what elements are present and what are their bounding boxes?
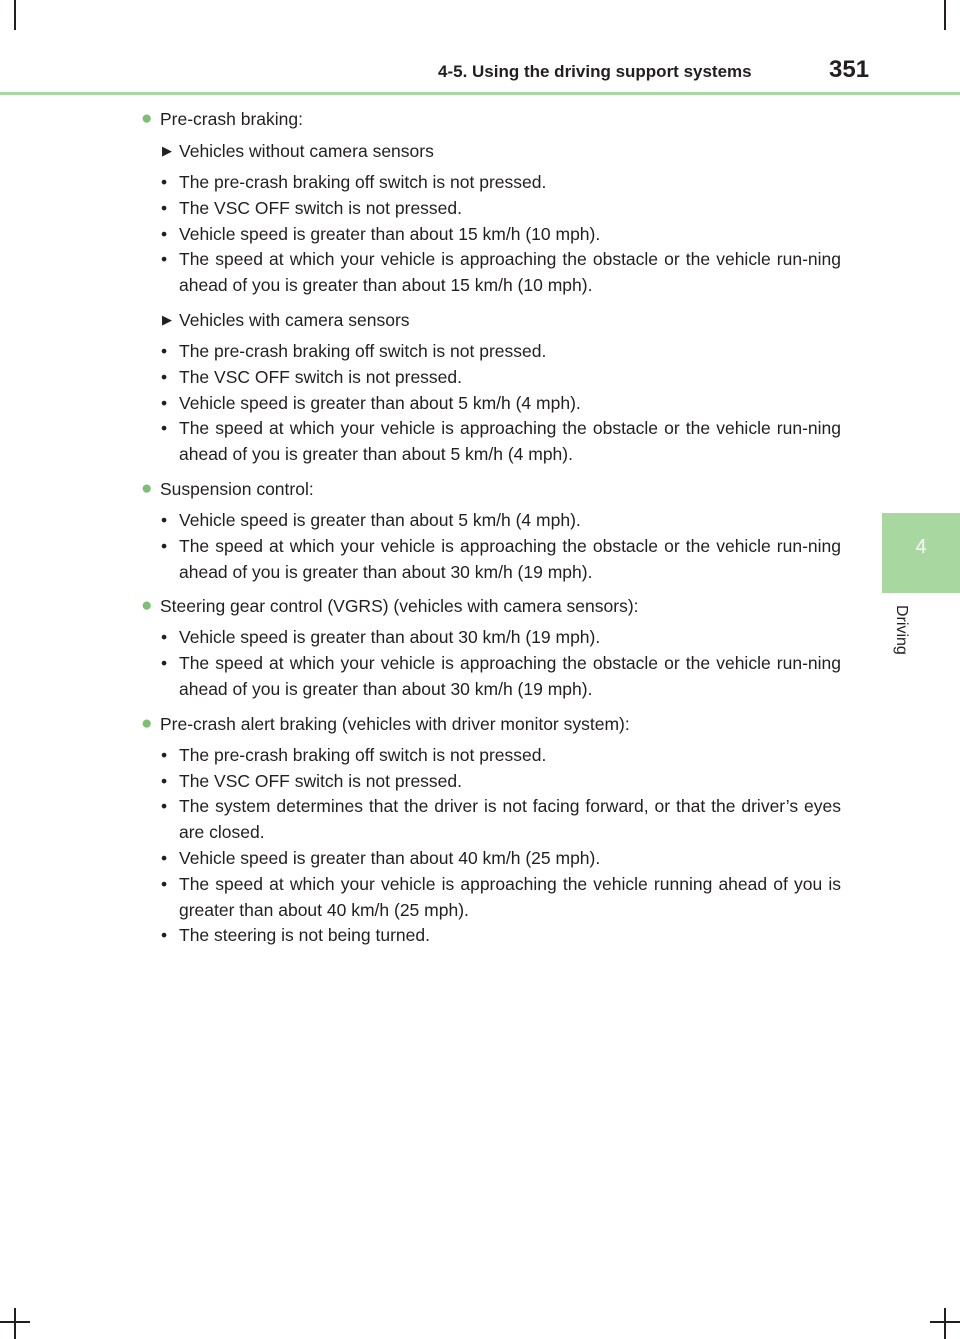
list-item-text: The speed at which your vehicle is approaching the obstacle or the vehicle run-ning ahead of you is greater than about 15 km/h (10 mph).	[179, 249, 841, 296]
crop-mark	[14, 0, 16, 30]
bullet-marker: •	[161, 796, 168, 817]
condition-heading	[141, 104, 841, 134]
bullet-list	[141, 508, 841, 585]
bullet-marker: •	[161, 873, 168, 894]
list-item-text: The pre-crash braking off switch is not pressed.	[179, 340, 547, 361]
page-number: 351	[829, 56, 870, 83]
list-item-text: The speed at which your vehicle is approaching the obstacle or the vehicle run-ning ahead of you is greater than about 30 km/h (19 mph).	[179, 535, 841, 582]
list-item-text: The VSC OFF switch is not pressed.	[179, 366, 463, 387]
list-item-text: Vehicle speed is greater than about 5 km/h (4 mph).	[179, 509, 581, 530]
list-item	[141, 923, 841, 949]
condition-heading-text: Pre-crash alert braking (vehicles with driver monitor system):	[160, 713, 630, 734]
bullet-marker: •	[161, 197, 168, 218]
bullet-list	[141, 339, 841, 468]
list-item-text: The VSC OFF switch is not pressed.	[179, 770, 463, 791]
list-item	[141, 534, 841, 586]
bullet-marker: •	[161, 770, 168, 791]
chapter-number: 4	[915, 536, 927, 558]
list-item	[141, 872, 841, 924]
green-bullet-icon: ●	[141, 712, 153, 734]
bullet-marker: •	[161, 340, 168, 361]
list-item-text: The VSC OFF switch is not pressed.	[179, 197, 463, 218]
crop-mark	[930, 1321, 960, 1323]
bullet-list	[141, 170, 841, 299]
list-item	[141, 391, 841, 417]
crop-mark	[14, 1308, 16, 1339]
list-item-text: The steering is not being turned.	[179, 925, 430, 946]
bullet-marker: •	[161, 366, 168, 387]
condition-heading-text: Steering gear control (VGRS) (vehicles with camera sensors):	[160, 596, 639, 617]
bullet-marker: •	[161, 172, 168, 192]
bullet-marker: •	[161, 653, 168, 674]
crop-mark	[944, 0, 946, 30]
bullet-list	[141, 625, 841, 702]
green-bullet-icon: ●	[141, 108, 153, 129]
list-item	[141, 170, 841, 196]
bullet-list	[141, 743, 841, 949]
list-item	[141, 651, 841, 703]
list-item	[141, 743, 841, 769]
page-content	[141, 104, 841, 955]
bullet-marker: •	[161, 847, 168, 868]
triangle-icon: ▶	[162, 143, 172, 158]
section-title: 4-5. Using the driving support systems	[438, 62, 752, 81]
list-item-text: The pre-crash braking off switch is not pressed.	[179, 172, 547, 192]
list-item	[141, 339, 841, 365]
condition-heading-text: Suspension control:	[160, 478, 314, 499]
chapter-label: Driving	[893, 605, 910, 655]
list-item	[141, 247, 841, 299]
crop-mark	[944, 1308, 946, 1339]
list-item	[141, 846, 841, 872]
condition-heading-text: Pre-crash braking:	[160, 109, 303, 129]
triangle-icon: ▶	[162, 311, 172, 327]
vehicle-type-heading	[141, 136, 841, 166]
list-item-text: Vehicle speed is greater than about 30 km/h (19 mph).	[179, 627, 601, 648]
bullet-marker: •	[161, 744, 168, 765]
condition-heading	[141, 709, 841, 739]
list-item	[141, 625, 841, 651]
bullet-marker: •	[161, 925, 168, 946]
list-item-text: The speed at which your vehicle is approaching the obstacle or the vehicle run-ning ahead of you is greater than about 5 km/h (4 mph).	[179, 418, 841, 465]
vehicle-type-heading-text: Vehicles without camera sensors	[179, 141, 434, 161]
list-item-text: The system determines that the driver is not facing forward, or that the driver’s eyes are closed.	[179, 796, 841, 843]
list-item	[141, 365, 841, 391]
crop-mark	[0, 1321, 30, 1323]
list-item-text: The speed at which your vehicle is approaching the obstacle or the vehicle run-ning ahead of you is greater than about 30 km/h (19 mph).	[179, 653, 841, 699]
list-item	[141, 794, 841, 846]
list-item	[141, 508, 841, 534]
header-rule	[0, 92, 960, 95]
chapter-label-box	[888, 605, 914, 675]
bullet-marker: •	[161, 249, 168, 270]
bullet-marker: •	[161, 418, 168, 439]
vehicle-type-heading-text: Vehicles with camera sensors	[179, 309, 410, 330]
bullet-marker: •	[161, 535, 168, 556]
list-item-text: Vehicle speed is greater than about 40 km/h (25 mph).	[179, 847, 601, 868]
list-item	[141, 416, 841, 468]
bullet-marker: •	[161, 627, 168, 648]
list-item-text: Vehicle speed is greater than about 5 km/h (4 mph).	[179, 392, 581, 413]
list-item-text: The speed at which your vehicle is approaching the vehicle running ahead of you is greater than about 40 km/h (25 mph).	[179, 873, 841, 920]
list-item-text: The pre-crash braking off switch is not pressed.	[179, 744, 547, 765]
bullet-marker: •	[161, 509, 168, 530]
list-item-text: Vehicle speed is greater than about 15 km/h (10 mph).	[179, 223, 601, 244]
vehicle-type-heading	[141, 305, 841, 335]
bullet-marker: •	[161, 223, 168, 244]
condition-heading	[141, 474, 841, 504]
list-item	[141, 769, 841, 795]
green-bullet-icon: ●	[141, 477, 153, 499]
condition-heading	[141, 591, 841, 621]
bullet-marker: •	[161, 392, 168, 413]
list-item	[141, 196, 841, 222]
green-bullet-icon: ●	[141, 595, 153, 617]
list-item	[141, 222, 841, 248]
